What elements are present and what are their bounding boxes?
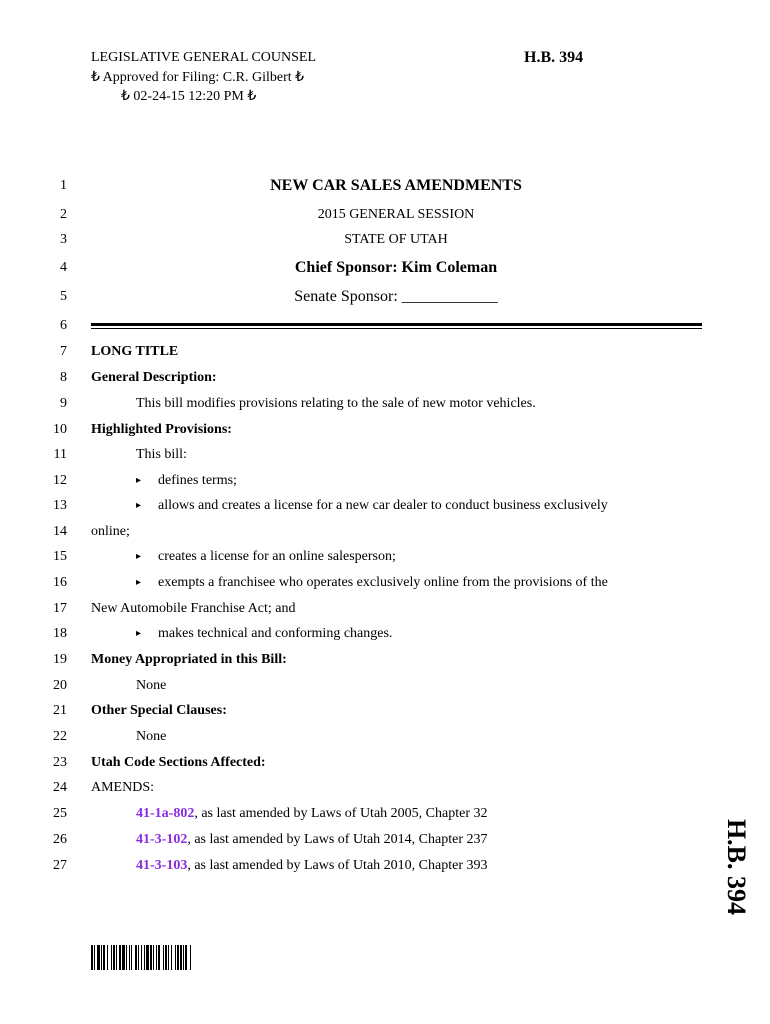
line-7: [0, 340, 770, 364]
line-number: 7: [60, 344, 67, 359]
line-number: 14: [53, 524, 67, 539]
line-14: [0, 520, 770, 544]
code-section-link[interactable]: 41-1a-802: [136, 806, 195, 821]
highlighted-provisions-heading: Highlighted Provisions:: [91, 422, 232, 437]
section-amendment-text: , as last amended by Laws of Utah 2005, Chapter 32: [194, 806, 488, 821]
line-number: 27: [53, 858, 67, 873]
line-number: 15: [53, 549, 67, 564]
line-number: 3: [60, 232, 67, 247]
header-block: [91, 48, 316, 107]
general-description-heading: General Description:: [91, 370, 217, 385]
bullet-arrow-icon: ▸: [136, 500, 142, 511]
line-18: [0, 622, 770, 646]
line-24: [0, 776, 770, 800]
line-number: 4: [60, 260, 67, 275]
line-number: 23: [53, 755, 67, 770]
line-number: 2: [60, 207, 67, 222]
bullet-text: exempts a franchisee who operates exclusively online from the provisions of the: [158, 575, 608, 590]
long-title-heading: LONG TITLE: [91, 344, 179, 359]
line-number: 24: [53, 780, 67, 795]
line-13: [0, 494, 770, 518]
bullet-text: defines terms;: [158, 473, 237, 488]
line-20: [0, 674, 770, 698]
line-number: 8: [60, 370, 67, 385]
bullet-item: [136, 494, 608, 518]
session: 2015 GENERAL SESSION: [317, 207, 475, 222]
code-section-link[interactable]: 41-3-102: [136, 832, 188, 847]
line-number: 25: [53, 806, 67, 821]
line-number: 20: [53, 678, 67, 693]
line-9: [0, 392, 770, 416]
divider-thick: [91, 323, 702, 326]
line-number: 10: [53, 422, 67, 437]
bullet-arrow-icon: ▸: [136, 628, 142, 639]
line-5: [0, 285, 770, 309]
continuation-text: New Automobile Franchise Act; and: [91, 601, 296, 616]
line-number: 17: [53, 601, 67, 616]
bullet-text: allows and creates a license for a new car dealer to conduct business exclusively: [158, 498, 608, 513]
bullet-text: creates a license for an online salesperson;: [158, 549, 396, 564]
line-19: [0, 648, 770, 672]
code-sections-heading: Utah Code Sections Affected:: [91, 755, 266, 770]
continuation-text: online;: [91, 524, 130, 539]
special-clauses-heading: Other Special Clauses:: [91, 703, 227, 718]
line-number: 18: [53, 626, 67, 641]
line-number: 21: [53, 703, 67, 718]
money-appropriated-heading: Money Appropriated in this Bill:: [91, 652, 287, 667]
line-6: [0, 314, 770, 338]
bullet-item: [136, 469, 237, 493]
line-22: [0, 725, 770, 749]
line-number: 26: [53, 832, 67, 847]
line-15: [0, 545, 770, 569]
state: STATE OF UTAH: [344, 232, 448, 247]
line-27: [0, 854, 770, 878]
none-text: None: [136, 678, 167, 693]
bullet-arrow-icon: ▸: [136, 551, 142, 562]
line-10: [0, 418, 770, 442]
line-number: 1: [60, 178, 67, 193]
timestamp-line: ₺ 02-24-15 12:20 PM ₺: [121, 89, 257, 104]
section-entry: [136, 854, 487, 878]
line-12: [0, 469, 770, 493]
line-25: [0, 802, 770, 826]
description-text: This bill modifies provisions relating to the sale of new motor vehicles.: [136, 396, 536, 411]
line-number: 11: [53, 447, 67, 462]
approval-line: ₺ Approved for Filing: C.R. Gilbert ₺: [91, 69, 305, 85]
line-1: [0, 174, 770, 198]
barcode-image: [91, 945, 231, 970]
section-entry: [136, 802, 487, 826]
line-4: [0, 256, 770, 280]
line-number: 9: [60, 396, 67, 411]
line-17: [0, 597, 770, 621]
bullet-item: [136, 571, 608, 595]
line-11: [0, 443, 770, 467]
senate-sponsor: Senate Sponsor: ____________: [294, 288, 498, 305]
line-number: 5: [60, 289, 67, 304]
this-bill-text: This bill:: [136, 447, 187, 462]
divider-thin: [91, 328, 702, 329]
line-23: [0, 751, 770, 775]
bullet-arrow-icon: ▸: [136, 475, 142, 486]
line-number: 22: [53, 729, 67, 744]
line-number: 6: [60, 318, 67, 333]
chief-sponsor: Chief Sponsor: Kim Coleman: [294, 259, 498, 276]
section-amendment-text: , as last amended by Laws of Utah 2014, Chapter 237: [187, 832, 488, 847]
line-8: [0, 366, 770, 390]
side-bill-label-text: H.B. 394: [722, 818, 751, 916]
line-number: 13: [53, 498, 67, 513]
line-3: [0, 228, 770, 252]
side-bill-label: [716, 812, 756, 922]
line-number: 19: [53, 652, 67, 667]
bill-number: H.B. 394: [524, 49, 584, 66]
bullet-item: [136, 622, 392, 646]
bullet-text: makes technical and conforming changes.: [158, 626, 393, 641]
amends-label: AMENDS:: [91, 780, 155, 795]
line-number: 12: [53, 473, 67, 488]
bullet-arrow-icon: ▸: [136, 577, 142, 588]
line-16: [0, 571, 770, 595]
line-26: [0, 828, 770, 852]
code-section-link[interactable]: 41-3-103: [136, 858, 188, 873]
none-text: None: [136, 729, 167, 744]
line-number: 16: [53, 575, 67, 590]
section-entry: [136, 828, 487, 852]
line-21: [0, 699, 770, 723]
bill-title: NEW CAR SALES AMENDMENTS: [270, 177, 522, 194]
line-2: [0, 203, 770, 227]
section-amendment-text: , as last amended by Laws of Utah 2010, Chapter 393: [187, 858, 488, 873]
bullet-item: [136, 545, 396, 569]
office-name: LEGISLATIVE GENERAL COUNSEL: [91, 50, 317, 65]
